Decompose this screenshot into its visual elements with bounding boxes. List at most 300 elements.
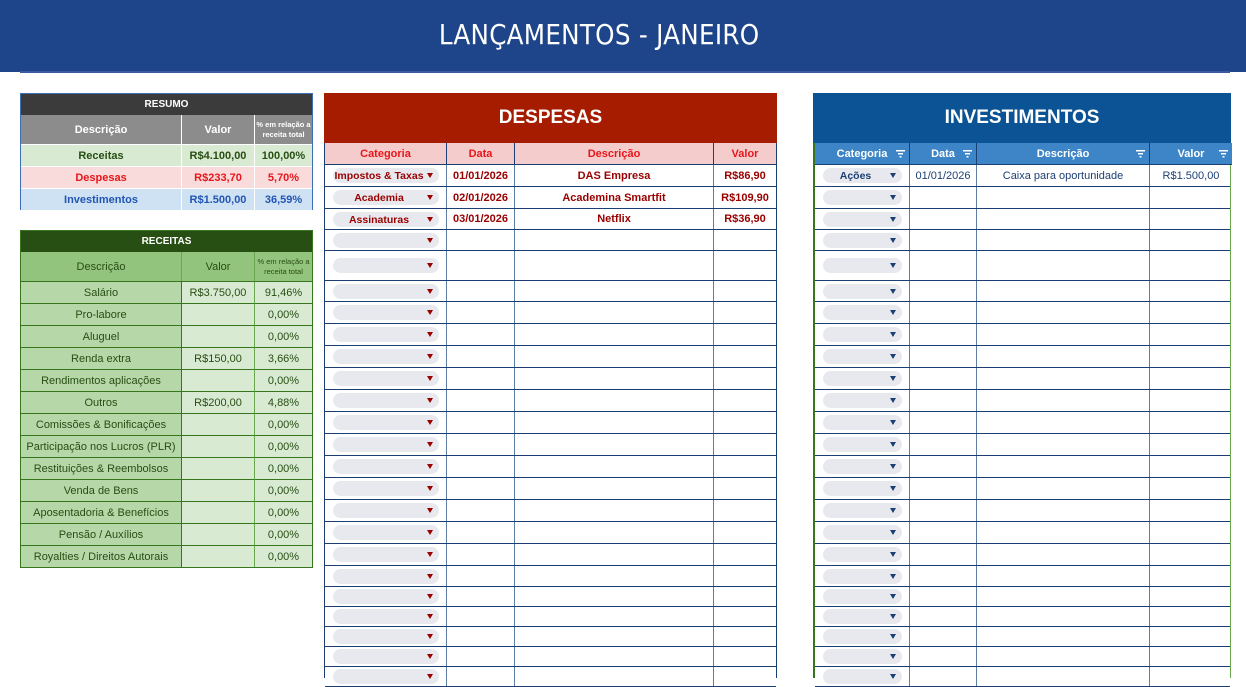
cell-data[interactable] [910,566,977,586]
cell-categoria[interactable] [815,281,910,301]
cell-descricao[interactable] [977,607,1150,626]
cell-categoria[interactable] [325,667,447,686]
category-dropdown[interactable] [333,481,439,496]
dropdown-arrow-icon[interactable] [890,195,896,200]
cell-data[interactable] [447,478,515,499]
cell-data[interactable] [910,187,977,208]
category-dropdown[interactable] [823,233,902,248]
dropdown-arrow-icon[interactable] [890,442,896,447]
category-dropdown[interactable] [333,503,439,518]
dropdown-arrow-icon[interactable] [427,530,433,535]
cell-valor[interactable] [1150,607,1232,626]
cell-valor[interactable] [714,667,776,686]
cell-categoria[interactable] [325,456,447,477]
cell-data[interactable] [447,566,515,586]
category-dropdown[interactable] [333,547,439,562]
cell-data[interactable] [910,478,977,499]
filter-icon[interactable] [1136,150,1145,158]
cell-valor[interactable] [1150,302,1232,323]
cell-categoria[interactable] [815,500,910,521]
cell-data[interactable]: 01/01/2026 [910,165,977,186]
dropdown-arrow-icon[interactable] [890,654,896,659]
cell-categoria[interactable] [325,500,447,521]
dropdown-arrow-icon[interactable] [427,574,433,579]
dropdown-arrow-icon[interactable] [427,508,433,513]
cell-valor[interactable] [714,456,776,477]
cell-categoria[interactable] [815,302,910,323]
cell-categoria[interactable] [815,324,910,345]
cell-categoria[interactable] [815,368,910,389]
category-dropdown[interactable] [823,212,902,227]
cell-valor[interactable] [714,627,776,646]
dropdown-arrow-icon[interactable] [890,310,896,315]
cell-descricao[interactable] [977,209,1150,229]
category-dropdown[interactable] [333,609,439,624]
dropdown-arrow-icon[interactable] [890,420,896,425]
category-dropdown[interactable] [823,305,902,320]
category-dropdown[interactable] [333,327,439,342]
cell-data[interactable]: 03/01/2026 [447,209,515,229]
cell-categoria[interactable] [325,230,447,250]
category-dropdown[interactable] [823,629,902,644]
cell-valor[interactable] [1150,587,1232,606]
dropdown-arrow-icon[interactable] [427,420,433,425]
category-dropdown[interactable] [823,525,902,540]
filter-icon[interactable] [963,150,972,158]
cell-categoria[interactable] [325,281,447,301]
cell-valor[interactable]: R$36,90 [724,213,766,225]
category-dropdown[interactable] [333,589,439,604]
dropdown-arrow-icon[interactable] [890,354,896,359]
cell-descricao[interactable] [515,456,714,477]
cell-data[interactable] [447,368,515,389]
cell-valor[interactable] [714,390,776,411]
dropdown-arrow-icon[interactable] [890,486,896,491]
cell-categoria[interactable] [325,566,447,586]
dropdown-arrow-icon[interactable] [427,217,433,222]
cell-categoria[interactable] [815,478,910,499]
dropdown-arrow-icon[interactable] [890,508,896,513]
category-dropdown[interactable] [333,212,439,227]
cell-descricao[interactable] [977,587,1150,606]
cell-descricao[interactable] [977,251,1150,280]
cell-valor[interactable] [714,230,776,250]
category-dropdown[interactable] [333,437,439,452]
dropdown-arrow-icon[interactable] [890,398,896,403]
cell-descricao[interactable] [977,544,1150,565]
cell-data[interactable] [910,251,977,280]
cell-categoria[interactable] [325,478,447,499]
category-dropdown[interactable] [333,415,439,430]
cell-categoria[interactable] [325,346,447,367]
cell-data[interactable] [447,627,515,646]
cell-categoria[interactable] [815,346,910,367]
cell-valor[interactable] [1150,324,1232,345]
investimentos-col-categoria[interactable] [815,143,910,165]
filter-icon[interactable] [896,150,905,158]
investimentos-col-valor[interactable] [1150,143,1232,165]
dropdown-arrow-icon[interactable] [890,552,896,557]
cell-descricao[interactable] [977,522,1150,543]
cell-categoria[interactable] [325,390,447,411]
cell-descricao[interactable] [977,187,1150,208]
cell-descricao[interactable] [977,647,1150,666]
cell-descricao[interactable] [977,500,1150,521]
cell-descricao[interactable] [977,302,1150,323]
cell-descricao[interactable] [515,251,714,280]
despesas-col-data[interactable]: Data [447,143,515,165]
cell-descricao[interactable]: Caixa para oportunidade [977,165,1150,186]
cell-categoria[interactable] [815,607,910,626]
cell-valor[interactable] [714,281,776,301]
cell-descricao[interactable] [977,346,1150,367]
dropdown-arrow-icon[interactable] [890,674,896,679]
cell-data[interactable] [447,544,515,565]
category-dropdown[interactable] [333,258,439,273]
cell-categoria[interactable] [325,522,447,543]
category-dropdown[interactable] [333,393,439,408]
category-dropdown[interactable] [333,459,439,474]
filter-icon[interactable] [1219,150,1228,158]
cell-valor[interactable] [1150,544,1232,565]
cell-valor[interactable] [1150,187,1232,208]
cell-valor[interactable] [1150,390,1232,411]
dropdown-arrow-icon[interactable] [427,674,433,679]
category-dropdown[interactable] [823,481,902,496]
cell-valor[interactable] [714,478,776,499]
dropdown-arrow-icon[interactable] [427,594,433,599]
dropdown-arrow-icon[interactable] [890,332,896,337]
category-dropdown[interactable] [333,629,439,644]
category-dropdown[interactable] [823,168,902,183]
cell-data[interactable] [447,500,515,521]
dropdown-arrow-icon[interactable] [890,263,896,268]
cell-descricao[interactable] [515,544,714,565]
category-dropdown[interactable] [823,569,902,584]
cell-data[interactable] [447,587,515,606]
cell-categoria[interactable] [325,368,447,389]
dropdown-arrow-icon[interactable] [890,614,896,619]
cell-data[interactable] [447,302,515,323]
cell-data[interactable] [910,209,977,229]
dropdown-arrow-icon[interactable] [427,654,433,659]
cell-data[interactable] [447,230,515,250]
cell-categoria[interactable] [325,647,447,666]
cell-valor[interactable] [1150,522,1232,543]
category-dropdown[interactable] [333,525,439,540]
category-dropdown[interactable] [333,168,439,183]
cell-categoria[interactable] [815,587,910,606]
cell-data[interactable] [910,456,977,477]
category-dropdown[interactable] [823,415,902,430]
category-dropdown[interactable] [333,569,439,584]
cell-data[interactable] [910,302,977,323]
category-dropdown[interactable] [823,371,902,386]
cell-descricao[interactable]: DAS Empresa [515,165,714,186]
cell-categoria[interactable] [325,627,447,646]
cell-valor[interactable] [714,251,776,280]
category-dropdown[interactable] [823,190,902,205]
cell-categoria[interactable] [815,230,910,250]
cell-data[interactable] [910,500,977,521]
cell-valor[interactable] [714,566,776,586]
cell-categoria[interactable] [815,412,910,433]
cell-descricao[interactable] [515,587,714,606]
cell-descricao[interactable] [977,566,1150,586]
dropdown-arrow-icon[interactable] [890,289,896,294]
category-dropdown[interactable] [823,327,902,342]
cell-data[interactable] [910,434,977,455]
cell-categoria[interactable] [325,302,447,323]
cell-categoria[interactable] [325,187,447,208]
cell-categoria[interactable] [815,390,910,411]
investimentos-col-data[interactable] [910,143,977,165]
cell-categoria[interactable] [325,607,447,626]
cell-categoria[interactable] [325,412,447,433]
cell-descricao[interactable] [515,647,714,666]
category-dropdown[interactable] [333,305,439,320]
dropdown-arrow-icon[interactable] [427,398,433,403]
cell-descricao[interactable] [515,522,714,543]
cell-data[interactable] [910,346,977,367]
cell-valor[interactable] [714,587,776,606]
dropdown-arrow-icon[interactable] [890,464,896,469]
cell-valor[interactable] [1150,251,1232,280]
cell-data[interactable] [910,667,977,686]
cell-descricao[interactable] [977,478,1150,499]
cell-data[interactable] [447,390,515,411]
category-dropdown[interactable] [823,459,902,474]
cell-categoria[interactable] [325,209,447,229]
dropdown-arrow-icon[interactable] [890,594,896,599]
dropdown-arrow-icon[interactable] [427,486,433,491]
dropdown-arrow-icon[interactable] [427,332,433,337]
cell-descricao[interactable] [977,456,1150,477]
category-dropdown[interactable] [823,669,902,684]
dropdown-arrow-icon[interactable] [890,634,896,639]
cell-valor[interactable] [1150,456,1232,477]
dropdown-arrow-icon[interactable] [890,530,896,535]
dropdown-arrow-icon[interactable] [427,173,433,178]
dropdown-arrow-icon[interactable] [427,552,433,557]
cell-valor[interactable]: R$109,90 [721,191,769,204]
cell-valor[interactable] [1150,566,1232,586]
cell-categoria[interactable] [815,647,910,666]
cell-descricao[interactable] [515,346,714,367]
cell-valor[interactable] [714,412,776,433]
dropdown-arrow-icon[interactable] [427,634,433,639]
cell-descricao[interactable] [515,302,714,323]
cell-descricao[interactable] [515,412,714,433]
cell-categoria[interactable] [325,324,447,345]
cell-descricao[interactable] [977,412,1150,433]
category-dropdown[interactable] [823,609,902,624]
cell-data[interactable] [447,667,515,686]
cell-data[interactable] [910,412,977,433]
dropdown-arrow-icon[interactable] [890,173,896,178]
cell-descricao[interactable] [977,390,1150,411]
cell-valor[interactable] [714,607,776,626]
cell-categoria[interactable] [325,587,447,606]
cell-valor[interactable] [1150,368,1232,389]
dropdown-arrow-icon[interactable] [427,289,433,294]
category-dropdown[interactable] [823,649,902,664]
category-dropdown[interactable] [333,349,439,364]
dropdown-arrow-icon[interactable] [890,238,896,243]
cell-descricao[interactable] [977,434,1150,455]
cell-data[interactable] [447,251,515,280]
cell-data[interactable] [910,390,977,411]
category-dropdown[interactable] [333,284,439,299]
cell-categoria[interactable] [325,165,447,186]
dropdown-arrow-icon[interactable] [427,195,433,200]
cell-categoria[interactable] [325,251,447,280]
cell-data[interactable] [910,607,977,626]
despesas-col-descricao[interactable]: Descrição [515,143,714,165]
cell-descricao[interactable] [515,607,714,626]
cell-valor[interactable] [1150,500,1232,521]
category-dropdown[interactable] [823,284,902,299]
cell-data[interactable] [910,627,977,646]
cell-data[interactable] [447,647,515,666]
investimentos-col-descricao[interactable] [977,143,1150,165]
category-dropdown[interactable] [823,547,902,562]
dropdown-arrow-icon[interactable] [427,263,433,268]
cell-data[interactable] [910,368,977,389]
category-dropdown[interactable] [333,233,439,248]
cell-data[interactable] [447,281,515,301]
cell-categoria[interactable] [815,456,910,477]
dropdown-arrow-icon[interactable] [427,310,433,315]
cell-valor[interactable] [1150,667,1232,686]
dropdown-arrow-icon[interactable] [890,574,896,579]
cell-categoria[interactable] [815,434,910,455]
cell-data[interactable] [447,346,515,367]
cell-categoria[interactable] [815,544,910,565]
cell-descricao[interactable] [515,566,714,586]
category-dropdown[interactable] [333,371,439,386]
cell-valor[interactable] [1150,412,1232,433]
category-dropdown[interactable] [823,503,902,518]
cell-valor[interactable] [714,500,776,521]
cell-descricao[interactable] [515,500,714,521]
cell-descricao[interactable] [977,627,1150,646]
category-dropdown[interactable] [333,190,439,205]
category-dropdown[interactable] [823,437,902,452]
cell-data[interactable] [910,647,977,666]
cell-valor[interactable]: R$1.500,00 [1162,169,1220,182]
cell-data[interactable] [447,434,515,455]
cell-categoria[interactable] [815,522,910,543]
cell-descricao[interactable]: Netflix [515,209,714,229]
cell-data[interactable]: 01/01/2026 [447,165,515,186]
cell-descricao[interactable] [977,324,1150,345]
cell-data[interactable] [447,412,515,433]
despesas-col-valor[interactable]: Valor [714,143,776,165]
dropdown-arrow-icon[interactable] [427,238,433,243]
dropdown-arrow-icon[interactable] [427,614,433,619]
cell-valor[interactable] [714,302,776,323]
despesas-col-categoria[interactable]: Categoria [325,143,447,165]
cell-valor[interactable] [714,368,776,389]
cell-data[interactable] [910,324,977,345]
dropdown-arrow-icon[interactable] [890,217,896,222]
cell-valor[interactable] [1150,647,1232,666]
cell-categoria[interactable] [815,209,910,229]
cell-categoria[interactable] [815,566,910,586]
dropdown-arrow-icon[interactable] [427,442,433,447]
dropdown-arrow-icon[interactable] [427,376,433,381]
cell-data[interactable] [910,230,977,250]
category-dropdown[interactable] [823,393,902,408]
category-dropdown[interactable] [823,589,902,604]
cell-valor[interactable] [1150,281,1232,301]
cell-data[interactable] [910,522,977,543]
cell-descricao[interactable] [515,434,714,455]
cell-valor[interactable] [714,324,776,345]
cell-data[interactable]: 02/01/2026 [447,187,515,208]
category-dropdown[interactable] [333,649,439,664]
cell-data[interactable] [910,587,977,606]
cell-descricao[interactable] [977,230,1150,250]
cell-categoria[interactable] [325,544,447,565]
cell-data[interactable] [447,607,515,626]
cell-valor[interactable] [714,647,776,666]
cell-categoria[interactable] [815,187,910,208]
cell-valor[interactable] [1150,478,1232,499]
cell-valor[interactable] [714,434,776,455]
dropdown-arrow-icon[interactable] [427,464,433,469]
cell-descricao[interactable] [515,230,714,250]
cell-descricao[interactable] [515,324,714,345]
cell-valor[interactable] [714,544,776,565]
dropdown-arrow-icon[interactable] [890,376,896,381]
cell-descricao[interactable]: Academina Smartfit [515,187,714,208]
cell-descricao[interactable] [977,667,1150,686]
cell-valor[interactable] [1150,434,1232,455]
cell-descricao[interactable] [977,368,1150,389]
cell-data[interactable] [447,522,515,543]
cell-categoria[interactable] [815,251,910,280]
cell-descricao[interactable] [515,667,714,686]
cell-data[interactable] [910,281,977,301]
dropdown-arrow-icon[interactable] [427,354,433,359]
cell-descricao[interactable] [515,368,714,389]
category-dropdown[interactable] [823,349,902,364]
cell-descricao[interactable] [515,627,714,646]
cell-valor[interactable] [714,522,776,543]
cell-valor[interactable] [1150,209,1232,229]
cell-valor[interactable] [1150,230,1232,250]
cell-descricao[interactable] [977,281,1150,301]
cell-data[interactable] [447,324,515,345]
cell-data[interactable] [447,456,515,477]
category-dropdown[interactable] [333,669,439,684]
cell-categoria[interactable] [815,627,910,646]
category-dropdown[interactable] [823,258,902,273]
cell-categoria[interactable] [325,434,447,455]
cell-valor[interactable] [1150,627,1232,646]
cell-valor[interactable]: R$86,90 [724,169,766,182]
cell-valor[interactable] [714,346,776,367]
cell-categoria[interactable] [815,165,910,186]
cell-descricao[interactable] [515,390,714,411]
cell-valor[interactable] [1150,346,1232,367]
cell-descricao[interactable] [515,478,714,499]
cell-categoria[interactable] [815,667,910,686]
cell-data[interactable] [910,544,977,565]
cell-descricao[interactable] [515,281,714,301]
